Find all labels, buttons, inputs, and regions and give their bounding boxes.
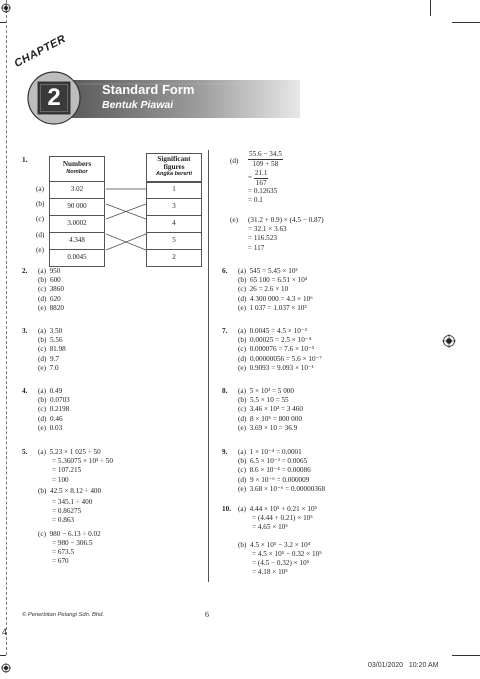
row-label: (c)	[36, 215, 44, 224]
answer-line: (b) 5.5 × 10 = 55	[238, 396, 289, 405]
question-number: 2.	[22, 267, 28, 275]
question-number: 8.	[222, 387, 228, 395]
working-line: = 0.86275	[52, 507, 82, 516]
sigfig-cell: 5	[147, 233, 202, 250]
answer-line: (b) 0.00025 = 2.5 × 10⁻⁴	[238, 336, 312, 345]
answer-line: (b) 600	[38, 276, 61, 285]
working-line: = 117	[248, 243, 265, 252]
column-divider	[208, 150, 209, 582]
working-line: = 4.18 × 10⁵	[252, 568, 288, 577]
number-cell: 3.0002	[50, 216, 105, 233]
working-line: = 0.12635	[248, 187, 278, 195]
crop-mark	[452, 22, 480, 23]
register-mark-icon	[442, 334, 456, 353]
answer-line: (c) 0.000076 = 7.6 × 10⁻⁵	[238, 345, 315, 354]
answer-line: (e) 0.9093 = 9.093 × 10⁻¹	[238, 363, 314, 372]
fraction-line	[248, 169, 283, 187]
working-line: = 0.863	[52, 516, 75, 525]
chapter-subtitle: Bentuk Piawai	[102, 99, 174, 111]
crop-mark	[6, 0, 7, 655]
question-number: 4.	[22, 387, 28, 395]
answer-line: (e) 1 037 = 1.037 × 10³	[238, 303, 307, 312]
number-cell: 0.0045	[50, 250, 105, 267]
working-line: = 100	[52, 475, 69, 484]
sigfig-header-label: Significant figures	[157, 155, 191, 171]
sigfig-cell: 3	[147, 199, 202, 216]
answer-line: (d) 9 × 10⁻⁶ = 0.000009	[238, 475, 310, 484]
working-line: = (4.5 − 0.32) × 10⁵	[252, 559, 310, 568]
answer-line: (a) 950	[38, 267, 61, 275]
sigfig-cell: 2	[147, 250, 202, 267]
timestamp: 03/01/2020 10:20 AM	[368, 662, 439, 669]
register-mark-icon	[1, 0, 11, 18]
answer-line: (b) 4.5 × 10⁵ − 3.2 × 10⁴	[238, 540, 311, 549]
answer-line: (e) 3.69 × 10 = 36.9	[238, 423, 298, 432]
page-number: 6	[205, 610, 209, 619]
row-label: (e)	[36, 245, 44, 254]
number-cell: 4.348	[50, 233, 105, 250]
number-cell: 3.02	[50, 182, 105, 199]
working-line: = 345.1 ÷ 400	[52, 498, 93, 507]
row-label: (b)	[36, 200, 45, 209]
fraction	[254, 169, 269, 187]
question-number: 3.	[22, 327, 28, 335]
working-line: = 0.1	[248, 196, 263, 205]
working-line: = 673.5	[52, 548, 75, 557]
answer-line: (e) 3.68 × 10⁻⁶ = 0.00000368	[238, 484, 326, 493]
number-cell: 90 000	[50, 199, 105, 216]
fraction-denominator: 109 + 58	[252, 159, 279, 168]
answer-line: (a) 545 = 5.45 × 10²	[238, 267, 298, 275]
answer-line: (a) 4.44 × 10⁵ + 0.21 × 10⁵	[238, 505, 318, 513]
answer-line: (c) 3860	[38, 285, 64, 294]
answer-line: (e) 0.03	[38, 423, 63, 432]
answer-line: (d) 4 300 000 = 4.3 × 10⁶	[238, 294, 313, 303]
answer-line: (b) 65 100 = 6.51 × 10⁴	[238, 276, 308, 285]
working-line: = 5.36075 × 10³ ÷ 50	[52, 457, 113, 466]
register-mark-icon	[1, 660, 11, 678]
sigfig-header-sub: Angka bererti	[155, 171, 193, 177]
answer-line: (c) 8.6 × 10⁻⁴ = 0.00086	[238, 466, 311, 475]
answer-line: (b) 42.5 × 8.12 ÷ 400	[38, 486, 102, 495]
answer-line: (a) 1 × 10⁻⁴ = 0.0001	[238, 448, 302, 456]
sigfig-header	[146, 153, 202, 183]
answer-line: (d) 620	[38, 294, 61, 303]
answer-line: (b) 6.5 × 10⁻³ = 0.0065	[238, 457, 308, 466]
crop-mark	[430, 0, 431, 16]
answer-line: (a) 5.23 × 1 025 ÷ 50	[38, 448, 101, 456]
working-line: = 116.523	[248, 234, 277, 243]
working-line: = (4.44 + 0.21) × 10⁵	[252, 514, 313, 523]
row-label: (a)	[36, 185, 44, 193]
copyright: © Penerbitan Pelangi Sdn. Bhd.	[22, 612, 104, 618]
question-number: 1.	[22, 156, 28, 164]
row-label: (d)	[36, 230, 45, 239]
answer-line: (d) 8 × 10⁵ = 800 000	[238, 414, 302, 423]
equals-sign: =	[248, 173, 253, 182]
part-label: (e)	[230, 216, 238, 224]
chapter-number: 2	[47, 84, 61, 111]
question-1	[22, 156, 202, 260]
working-line: = 4.65 × 10⁵	[252, 523, 288, 532]
answer-line: (c) 26 = 2.6 × 10	[238, 285, 289, 294]
numbers-header-sub: Nombor	[66, 169, 88, 176]
working-line: = 670	[52, 557, 69, 566]
question-number: 9.	[222, 448, 228, 456]
answer-line: (e) 8820	[38, 303, 64, 312]
working-line: = 32.1 × 3.63	[248, 225, 287, 234]
answer-line: (b) 5.56	[38, 336, 63, 345]
sigfig-cell: 4	[147, 216, 202, 233]
question-number: 10.	[222, 505, 231, 513]
answer-line: (c) 81.98	[38, 345, 66, 354]
question-number: 7.	[222, 327, 228, 335]
part-label: (d)	[230, 157, 239, 165]
working-line: = 4.5 × 10⁵ − 0.32 × 10⁵	[252, 549, 322, 558]
fraction-numerator: 21.1	[254, 169, 268, 177]
crop-mark	[0, 655, 6, 656]
working-line: = 980 − 306.5	[52, 538, 93, 547]
answer-line: (a) 0.49	[38, 387, 63, 395]
matching-lines	[106, 181, 146, 259]
numbers-table	[49, 181, 105, 267]
answer-line: (a) 3.50	[38, 327, 63, 335]
sigfig-table	[146, 181, 202, 267]
question-number: 5.	[22, 448, 28, 456]
fraction-numerator: 55.6 − 34.5	[249, 150, 282, 158]
answer-line: (c) 0.2198	[38, 405, 70, 414]
question-number: 6.	[222, 267, 228, 275]
fraction-denominator: 167	[255, 178, 267, 187]
fraction	[248, 150, 283, 168]
working-line: (31.2 + 0.9) × (4.5 − 0.87)	[248, 216, 324, 224]
answer-line: (a) 5 × 10³ = 5 000	[238, 387, 294, 395]
crop-mark	[452, 655, 480, 656]
answer-line: (c) 3.46 × 10³ = 3 460	[238, 405, 303, 414]
chapter-title: Standard Form	[102, 82, 195, 97]
sigfig-cell: 1	[147, 182, 202, 199]
answer-line: (d) 9.7	[38, 354, 59, 363]
answer-line: (a) 0.0045 = 4.5 × 10⁻³	[238, 327, 307, 335]
answer-line: (b) 0.0703	[38, 396, 70, 405]
chapter-header	[12, 32, 300, 130]
numbers-header	[49, 156, 105, 182]
numbers-header-label: Numbers	[62, 160, 92, 168]
margin-number: 4	[2, 627, 8, 637]
answer-line: (c) 980 − 6.13 ÷ 0.02	[38, 529, 101, 538]
answer-line: (e) 7.0	[38, 363, 59, 372]
chapter-word-text: CHAPTER	[12, 32, 69, 70]
answer-line: (d) 0.00000056 = 5.6 × 10⁻⁷	[238, 354, 322, 363]
q1-row-labels	[36, 185, 44, 261]
answer-line: (d) 0.46	[38, 414, 63, 423]
working-line: = 107.215	[52, 466, 82, 475]
